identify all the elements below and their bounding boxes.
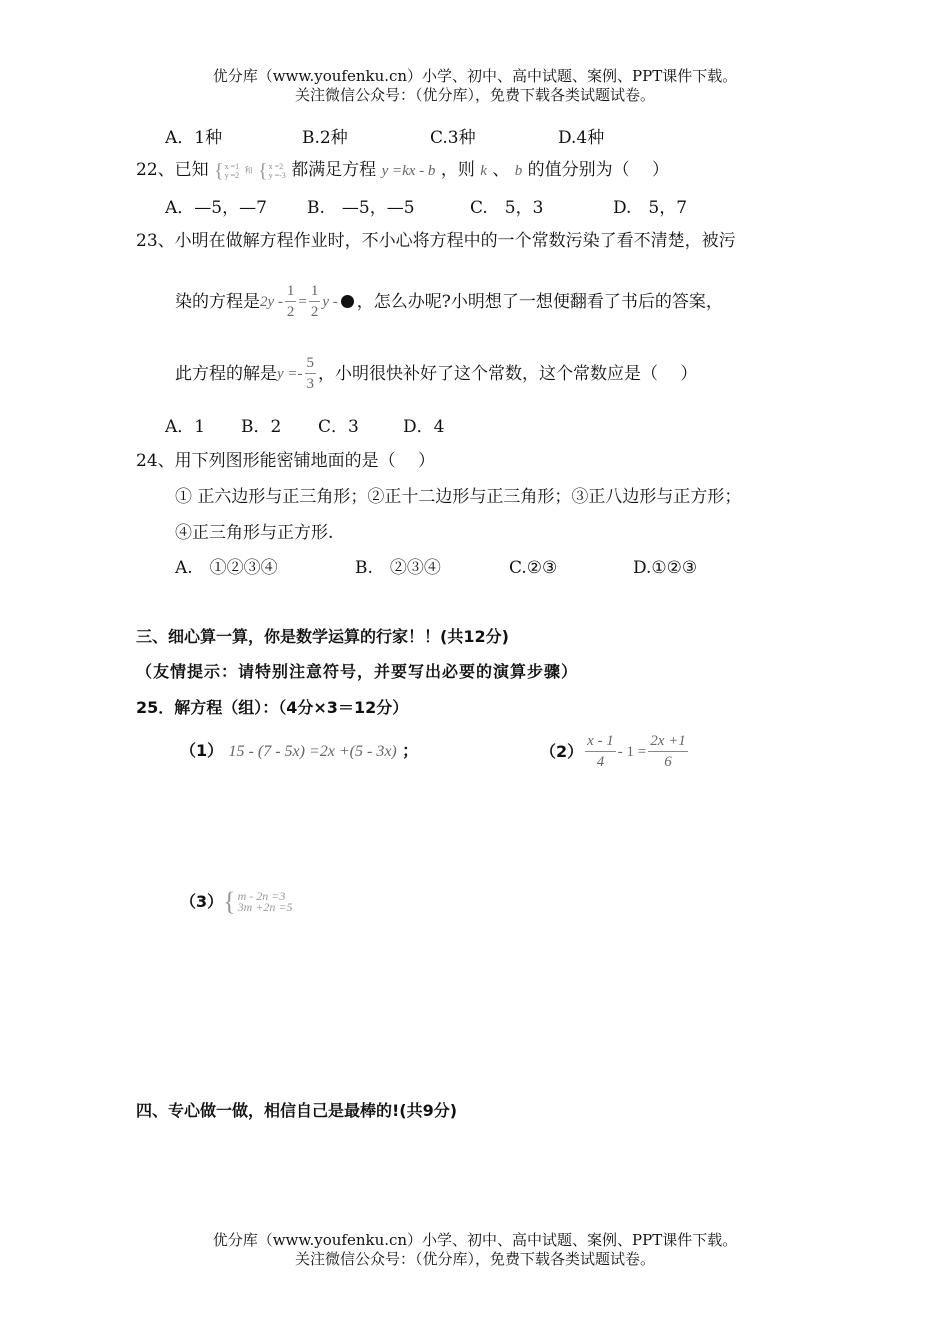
q21-option-d: D.4种 bbox=[558, 128, 605, 148]
q25-p2-label: （2） bbox=[540, 741, 584, 761]
q24-line-3: ④正三角形与正方形. bbox=[175, 523, 334, 543]
q25-p3-eq-1: m - 2n =3 bbox=[237, 889, 286, 903]
q25-p2-num-1: x - 1 bbox=[585, 731, 616, 752]
q22-option-c: C. 5，3 bbox=[470, 198, 544, 218]
q22-equation: y =kx - b bbox=[381, 163, 436, 179]
q24-option-c: C.②③ bbox=[509, 558, 558, 578]
q22-option-b: B. —5，—5 bbox=[307, 198, 415, 218]
q22-option-a: A．—5，—7 bbox=[165, 198, 267, 218]
q23-l3-suffix: ，小明很快补好了这个常数，这个常数应是（ ） bbox=[318, 363, 698, 384]
q23-line-2 bbox=[175, 281, 723, 322]
q22-b: b bbox=[514, 163, 523, 179]
q25-part-1 bbox=[180, 740, 418, 763]
q23-f2-den: 2 bbox=[310, 304, 319, 320]
q23-line-1: 23、小明在做解方程作业时，不小心将方程中的一个常数污染了看不清楚，被污 bbox=[136, 231, 736, 251]
q23-fraction-1 bbox=[285, 281, 297, 322]
q22-sys1-eq1: x =1 bbox=[224, 161, 240, 171]
q25-p3-system: { m - 2n =3 3m +2n =5 bbox=[223, 887, 293, 916]
q22-system-2: { x =2 y =-3 bbox=[257, 159, 286, 182]
q25-p1-label: （1） bbox=[180, 741, 224, 760]
q24-option-b: B. ②③④ bbox=[355, 558, 441, 578]
q25-p3-eq-2: 3m +2n =5 bbox=[237, 900, 293, 914]
section-4-title: 四、专心做一做，相信自己是最棒的!(共9分) bbox=[136, 1101, 458, 1120]
q25-part-2 bbox=[540, 731, 690, 772]
q21-option-c: C.3种 bbox=[430, 128, 476, 148]
q22-option-d: D. 5，7 bbox=[613, 198, 688, 218]
q25-p2-num-2: 2x +1 bbox=[648, 731, 688, 752]
q22-and: 和 bbox=[244, 166, 253, 175]
q22-sys2-eq1: x =2 bbox=[268, 161, 284, 171]
q25-part-3 bbox=[180, 887, 293, 916]
q24-line-1: 24、用下列图形能密铺地面的是（ ） bbox=[136, 451, 436, 471]
q25-p2-den-2: 6 bbox=[664, 754, 672, 770]
q23-f1-den: 2 bbox=[286, 304, 295, 320]
q22-k: k bbox=[480, 163, 487, 179]
header-line-1: 优分库（www.youfenku.cn）小学、初中、高中试题、案例、PPT课件下载。 bbox=[212, 67, 738, 85]
q23-f2-num: 1 bbox=[309, 281, 321, 302]
footer-line-1: 优分库（www.youfenku.cn）小学、初中、高中试题、案例、PPT课件下载。 bbox=[212, 1231, 738, 1249]
q22-system-1: { x =1 y =2 bbox=[214, 159, 240, 182]
ink-blot-icon bbox=[341, 295, 354, 308]
q22-sys2-eq2: y =-3 bbox=[268, 170, 286, 180]
q23-l3-prefix: 此方程的解是 bbox=[175, 363, 277, 384]
footer-line-2: 关注微信公众号：（优分库），免费下载各类试题试卷。 bbox=[294, 1250, 655, 1268]
q22-sep: 、 bbox=[492, 160, 510, 180]
q23-f1-num: 1 bbox=[285, 281, 297, 302]
q25-p3-label: （3） bbox=[180, 892, 224, 911]
q23-l2-suffix: ，怎么办呢?小明想了一想便翻看了书后的答案， bbox=[356, 291, 723, 312]
q23-option-a: A．1 bbox=[165, 417, 206, 437]
q22-mid2: ，则 bbox=[440, 160, 475, 180]
q22-prefix: 22、已知 bbox=[136, 160, 209, 180]
header-line-2: 关注微信公众号：（优分库），免费下载各类试题试卷。 bbox=[294, 86, 655, 104]
q25-p2-fraction-1 bbox=[585, 731, 616, 772]
section-3-tip: （友情提示：请特别注意符号，并要写出必要的演算步骤） bbox=[136, 662, 579, 681]
q25-p1-end: ； bbox=[402, 741, 419, 760]
q24-line-2: ① 正六边形与正三角形；②正十二边形与正三角形；③正八边形与正方形； bbox=[175, 487, 742, 507]
q23-eq-sign: = bbox=[298, 293, 307, 310]
q23-l2-prefix: 染的方程是 bbox=[175, 291, 260, 312]
q22-suffix: 的值分别为（ ） bbox=[527, 160, 670, 180]
q25-p2-den-1: 4 bbox=[596, 754, 605, 770]
q25-p1-equation: 15 - (7 - 5x) =2x +(5 - 3x) bbox=[228, 743, 397, 760]
q22-sys1-eq2: y =2 bbox=[224, 170, 240, 180]
q24-option-d: D.①②③ bbox=[633, 558, 698, 578]
q21-option-a: A．1种 bbox=[165, 128, 223, 148]
q25-p2-fraction-2 bbox=[648, 731, 688, 772]
question-25: 25．解方程（组）：（4分×3＝12分） bbox=[136, 698, 409, 717]
q23-f3-num: 5 bbox=[305, 353, 317, 374]
q23-fraction-2 bbox=[309, 281, 321, 322]
q23-l2-lhs: 2y - bbox=[260, 293, 283, 310]
section-3-title: 三、细心算一算，你是数学运算的行家！！(共12分) bbox=[136, 627, 509, 646]
q25-p2-mid: - 1 = bbox=[617, 743, 647, 760]
q23-fraction-3 bbox=[305, 353, 317, 394]
q23-f3-den: 3 bbox=[306, 376, 315, 392]
q23-line-3 bbox=[175, 353, 697, 394]
q23-option-c: C．3 bbox=[318, 417, 359, 437]
q23-l2-rhs: y - bbox=[322, 293, 338, 310]
q23-option-b: B．2 bbox=[241, 417, 282, 437]
q24-option-a: A. ①②③④ bbox=[175, 558, 278, 578]
q23-option-d: D．4 bbox=[403, 417, 445, 437]
q21-option-b: B.2种 bbox=[302, 128, 348, 148]
question-22 bbox=[136, 159, 669, 182]
q22-mid: 都满足方程 bbox=[291, 160, 377, 180]
q23-l3-eq: y =- bbox=[277, 365, 303, 382]
